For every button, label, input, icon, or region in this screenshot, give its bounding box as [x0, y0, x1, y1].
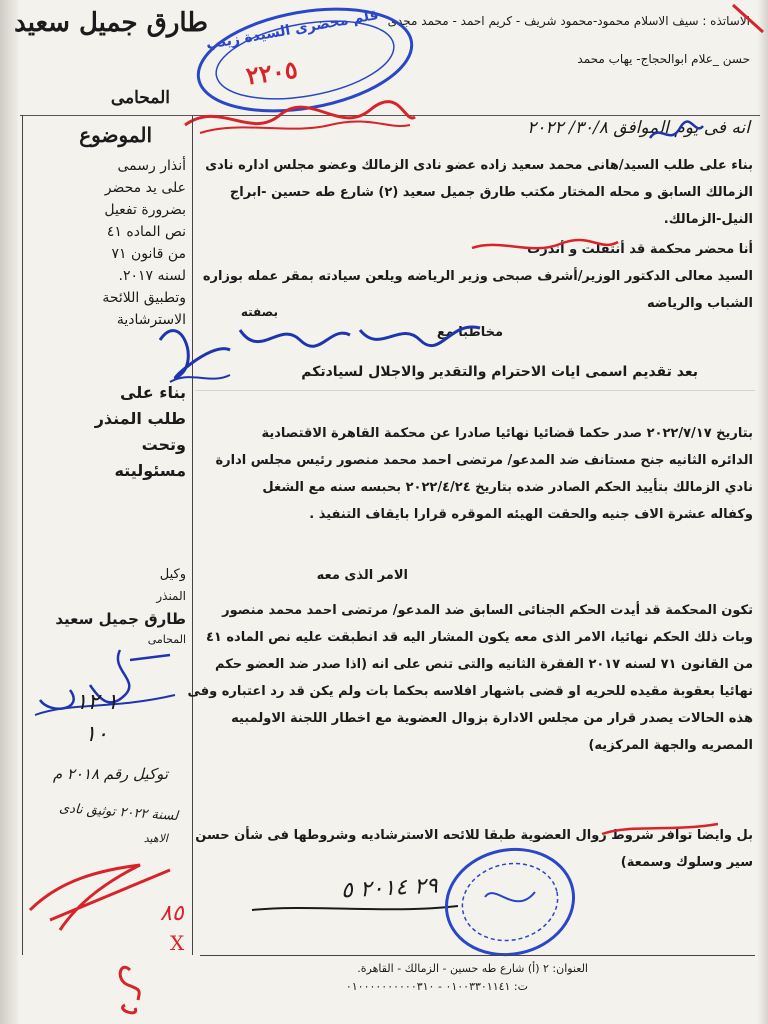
- subject-line: وتطبيق اللائحة: [102, 290, 186, 306]
- request-line: مسئوليته: [114, 461, 186, 480]
- blue-pen-mark-date: [645, 118, 705, 148]
- stamp-number: ٢٢٠٥: [244, 54, 300, 91]
- body-line: الشباب والرياضه: [646, 296, 753, 311]
- body-line: الزمالك السابق و محله المختار مكتب طارق جميل سعيد (٢) شارع طه حسين -ابراج: [229, 185, 753, 200]
- handwritten-bottom: ٢٩ ٢٠١٤ ٥: [340, 873, 439, 904]
- sidebar-heading: الموضوع: [79, 123, 152, 147]
- request-line: وتحت: [141, 435, 186, 454]
- red-corner-mark: [728, 0, 768, 40]
- red-pen-bottom-left: [20, 840, 220, 1020]
- request-line: بناء على: [120, 383, 186, 402]
- agent-label: وكيل: [159, 567, 186, 582]
- agent-title: المحامى: [147, 633, 186, 646]
- body-line: سير وسلوك وسمعة): [620, 855, 753, 870]
- sidebar-note-3: توكيل رقم ٢٠١٨ م: [52, 765, 168, 783]
- professors-line-1: الاساتذه : سيف الاسلام محمود-محمود شريف - كريم احمد - محمد مجدى: [387, 14, 750, 28]
- red-pen-scribble-top: [180, 95, 420, 145]
- subject-line: من قانون ٧١: [111, 246, 186, 262]
- body-line: السيد معالى الدكتور الوزير/أشرف صبحى وزير الرياضه ويلعن سيادته بمقر عمله بوزاره: [202, 269, 753, 284]
- svg-text:X: X: [170, 931, 185, 955]
- footer-address: العنوان: ٢ (أ) شارع طه حسين - الزمالك - القاهرة.: [357, 962, 588, 975]
- sidebar-border: [192, 115, 193, 955]
- subheading: الامر الذى معه: [316, 568, 408, 583]
- footer-rule: [200, 955, 755, 956]
- sidebar-note-1: ١ ١٢: [75, 690, 118, 715]
- body-line: بل وايضا توافر شروط زوال العضوية طبقا للائحه الاسترشاديه وشروطها فى شأن حسن: [195, 828, 753, 843]
- body-line: من القانون ٧١ لسنه ٢٠١٧ الفقرة الثانيه والتى تنص على انه (اذا صدر ضد العضو حكم: [215, 657, 753, 672]
- agent-name: طارق جميل سعيد: [55, 610, 186, 628]
- footer-phones: ت: ٠١٠٠٣٣٠١١٤١ - ٠١٠٠٠٠٠٠٠٠٠٠٣١٠: [345, 980, 528, 993]
- scan-shadow-left: [0, 0, 18, 1024]
- body-line: المصريه والجهة المركزيه): [588, 738, 753, 753]
- sidebar-note-2: ١٠: [84, 722, 108, 747]
- body-line: تكون المحكمة قد أيدت الحكم الجنائى السابق ضد المدعو/ مرتضى احمد محمد منصور: [222, 603, 753, 618]
- stamp-text: قلم محضرى السيدة زينب: [205, 6, 381, 54]
- body-line: نادي الزمالك بتأييد الحكم الصادر ضده بتاريخ ٢٠٢٢/٤/٢٤ بحبسه سنه مع الشغل: [262, 480, 753, 495]
- body-line: هذه الحالات يصدر قرار من مجلس الادارة بزوال العضوية مع اخطار اللجنة الاولمبيه: [231, 711, 753, 726]
- scan-shadow-right: [758, 0, 768, 1024]
- greeting: بعد تقديم اسمى ايات الاحترام والتقدير والاجلال لسيادتكم: [301, 364, 698, 380]
- body-para-4: [187, 597, 753, 759]
- body-line: بناء على طلب السيد/هانى محمد سعيد زاده عضو نادى الزمالك وعضو مجلس اداره نادى: [205, 158, 753, 173]
- body-line: نهائيا بعقوبة مقيده للحريه او قضى باشهار افلاسه بحكما بات ولم يكن قد رد اعتباره وفى: [187, 684, 753, 699]
- body-line: وبات ذلك الحكم نهائيا، الامر الذى معه يكون المشار اليه قد انطبقت عليه نص الماده ٤١: [205, 630, 753, 645]
- sidebar-note-4: لسنة ٢٠٢٢ توثيق نادى: [58, 800, 179, 825]
- sidebar-request: [26, 380, 186, 484]
- body-para-3: [198, 420, 753, 528]
- subject-line: لسنه ٢٠١٧.: [118, 268, 186, 284]
- subject-line: نص الماده ٤١: [106, 224, 186, 240]
- body-line: أنا محضر محكمة قد أنتقلت و أنذرت: [527, 242, 753, 257]
- red-pen-strike-para5: [600, 818, 720, 842]
- sidebar-agent: [26, 565, 186, 649]
- blue-pen-underline-bottom: [250, 900, 460, 920]
- subject-line: أنذار رسمى: [117, 158, 186, 174]
- red-pen-mark-court: [470, 234, 620, 258]
- body-line: الدائره الثانيه جنح مستانف ضد المدعو/ مرتضى احمد محمد منصور رئيس مجلس ادارة: [215, 453, 753, 468]
- round-stamp-bottom: [440, 842, 580, 962]
- lawyer-name: طارق جميل سعيد: [14, 8, 208, 38]
- body-line: بتاريخ ٢٠٢٢/٧/١٧ صدر حكما قضائيا نهائيا صادرا عن محكمة القاهرة الاقتصادية: [261, 426, 753, 441]
- subject-line: على يد محضر: [104, 180, 186, 196]
- request-line: طلب المنذر: [94, 409, 186, 428]
- addressee-label: مخاطبا مع: [436, 325, 503, 340]
- sidebar-note-5: الاهيد: [143, 832, 168, 845]
- body-line: النيل-الزمالك.: [663, 212, 753, 227]
- handwritten-date: انه فى يوم الموافق ٣٠/٨/ ٢٠٢٢: [527, 118, 750, 138]
- professors-line-2: حسن _علام ابوالحجاج- يهاب محمد: [577, 52, 750, 66]
- subject-line: بضرورة تفعيل: [104, 202, 186, 218]
- body-para-1: [198, 152, 753, 233]
- body-line: وكفاله عشرة الاف جنيه والحقت الهيئه الموقره قرارا بايقاف التنفيذ .: [309, 507, 753, 522]
- lawyer-title: المحامى: [110, 88, 170, 108]
- agent-label: المنذر: [156, 589, 186, 603]
- sidebar-border-left: [22, 115, 23, 955]
- subject-line: الاسترشادية: [116, 312, 186, 328]
- svg-text:٨٥: ٨٥: [160, 901, 184, 926]
- paper-fold: [195, 390, 755, 391]
- by-capacity-label: بصفته: [240, 305, 278, 319]
